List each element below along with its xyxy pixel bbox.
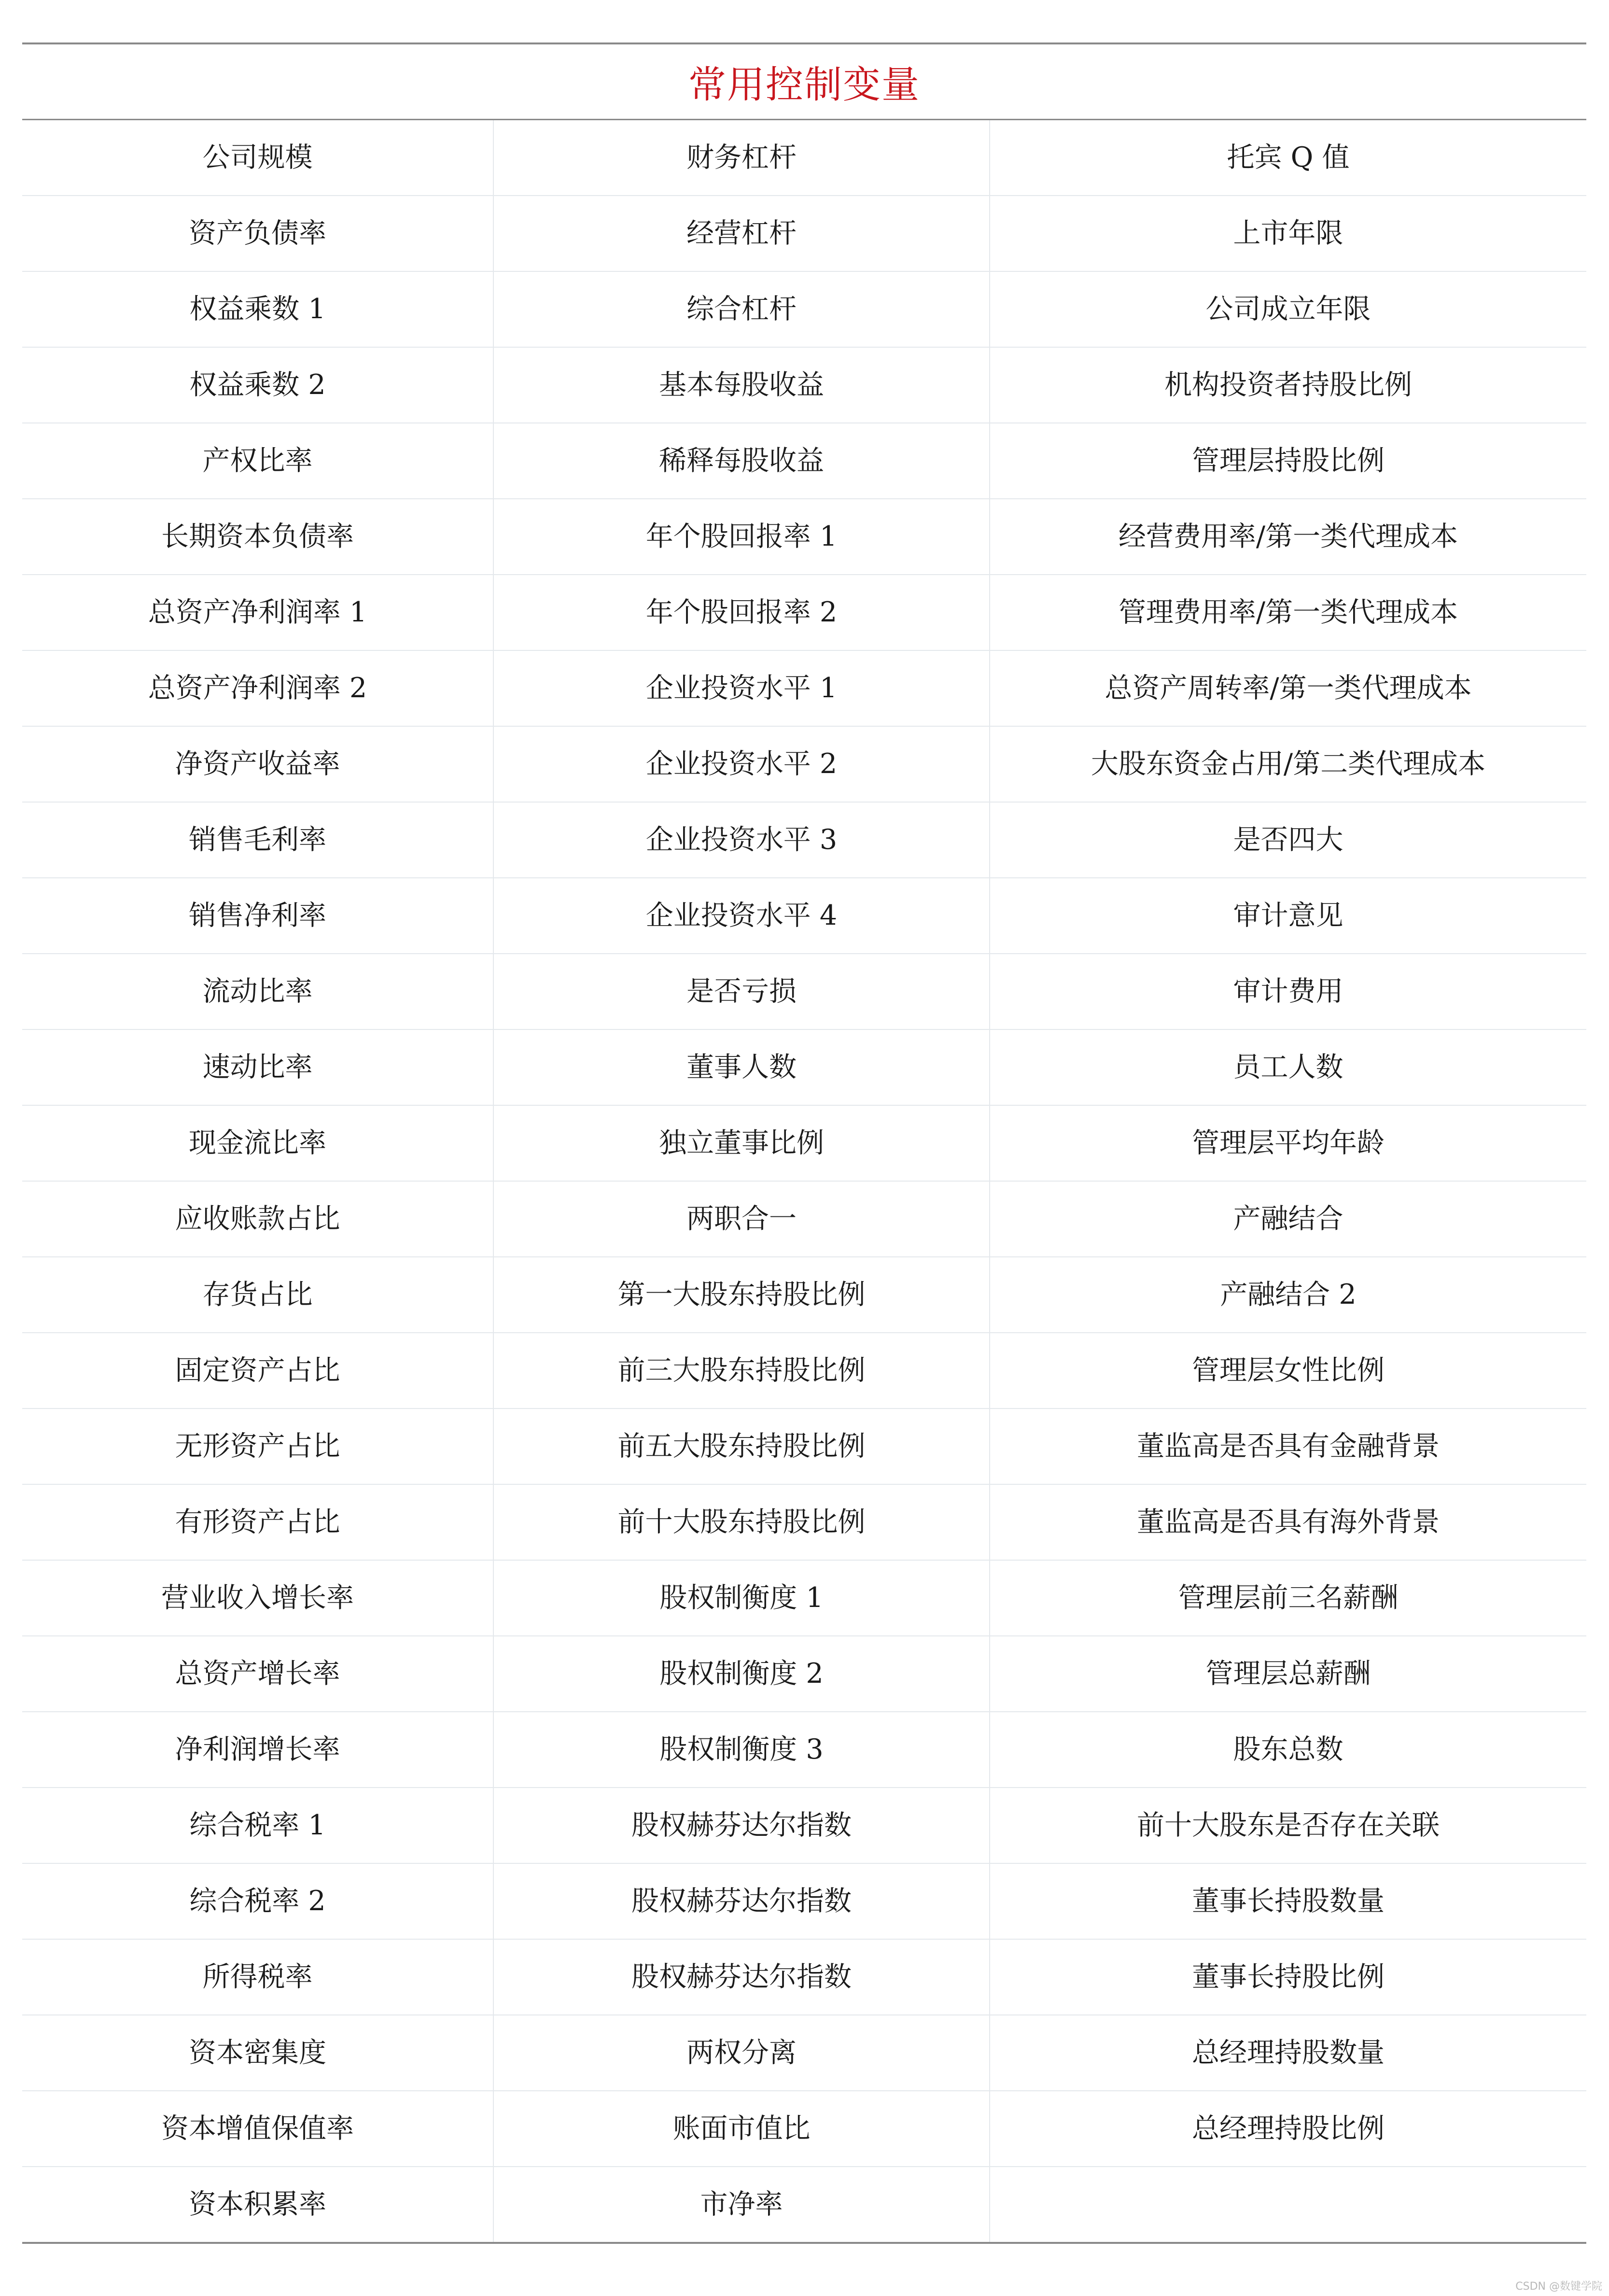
table-cell: 产融结合 2	[990, 1257, 1586, 1333]
table-cell: 企业投资水平 3	[493, 802, 990, 878]
table-cell: 管理层女性比例	[990, 1333, 1586, 1409]
table-cell: 无形资产占比	[22, 1409, 493, 1484]
table-cell: 股东总数	[990, 1712, 1586, 1788]
table-cell: 现金流比率	[22, 1105, 493, 1181]
table-cell: 总资产周转率/第一类代理成本	[990, 650, 1586, 726]
table-cell: 审计费用	[990, 954, 1586, 1029]
table-row	[22, 1712, 1586, 1788]
table-row	[22, 1105, 1586, 1181]
table-cell: 经营费用率/第一类代理成本	[990, 499, 1586, 575]
table-cell: 产权比率	[22, 423, 493, 499]
table-title: 常用控制变量	[22, 43, 1586, 120]
table-row	[22, 878, 1586, 954]
table-cell: 托宾 Q 值	[990, 120, 1586, 196]
table-cell: 总资产增长率	[22, 1636, 493, 1712]
table-cell: 股权制衡度 2	[493, 1636, 990, 1712]
table-cell: 员工人数	[990, 1029, 1586, 1105]
table-cell: 应收账款占比	[22, 1181, 493, 1257]
table-cell: 年个股回报率 2	[493, 575, 990, 650]
table-row	[22, 1484, 1586, 1560]
table-cell: 股权赫芬达尔指数	[493, 1863, 990, 1939]
table-cell: 管理层持股比例	[990, 423, 1586, 499]
table-cell: 固定资产占比	[22, 1333, 493, 1409]
table-cell: 两权分离	[493, 2015, 990, 2091]
table-cell: 机构投资者持股比例	[990, 347, 1586, 423]
table-cell: 企业投资水平 2	[493, 726, 990, 802]
table-cell: 账面市值比	[493, 2091, 990, 2167]
table-row	[22, 1788, 1586, 1863]
table-cell: 销售毛利率	[22, 802, 493, 878]
table-cell: 企业投资水平 1	[493, 650, 990, 726]
table-cell: 经营杠杆	[493, 196, 990, 271]
table-cell: 企业投资水平 4	[493, 878, 990, 954]
table-cell: 是否亏损	[493, 954, 990, 1029]
table-row	[22, 1636, 1586, 1712]
table-cell: 权益乘数 1	[22, 271, 493, 347]
table-cell: 资产负债率	[22, 196, 493, 271]
table-row	[22, 347, 1586, 423]
table-cell: 总经理持股数量	[990, 2015, 1586, 2091]
table-cell: 管理层平均年龄	[990, 1105, 1586, 1181]
table-body	[22, 120, 1586, 2243]
table-cell: 前十大股东持股比例	[493, 1484, 990, 1560]
table-cell: 流动比率	[22, 954, 493, 1029]
table-cell: 产融结合	[990, 1181, 1586, 1257]
table-cell	[990, 2167, 1586, 2243]
table-cell: 稀释每股收益	[493, 423, 990, 499]
csdn-watermark: CSDN @数键学院	[1515, 2281, 1602, 2293]
table-row	[22, 271, 1586, 347]
table-cell: 资本密集度	[22, 2015, 493, 2091]
table-row	[22, 650, 1586, 726]
table-cell: 股权制衡度 1	[493, 1560, 990, 1636]
table-row	[22, 802, 1586, 878]
table-cell: 销售净利率	[22, 878, 493, 954]
table-cell: 上市年限	[990, 196, 1586, 271]
table-cell: 总经理持股比例	[990, 2091, 1586, 2167]
table-cell: 董监高是否具有金融背景	[990, 1409, 1586, 1484]
table-row	[22, 423, 1586, 499]
table-cell: 综合税率 1	[22, 1788, 493, 1863]
table-cell: 财务杠杆	[493, 120, 990, 196]
table-cell: 基本每股收益	[493, 347, 990, 423]
table-cell: 净利润增长率	[22, 1712, 493, 1788]
table-row	[22, 2091, 1586, 2167]
table-row	[22, 2167, 1586, 2243]
table-cell: 综合杠杆	[493, 271, 990, 347]
table-cell: 第一大股东持股比例	[493, 1257, 990, 1333]
table-row	[22, 1863, 1586, 1939]
table-row	[22, 1560, 1586, 1636]
table-cell: 有形资产占比	[22, 1484, 493, 1560]
table-row	[22, 120, 1586, 196]
table-cell: 公司规模	[202, 141, 313, 173]
table-cell: 资本积累率	[22, 2167, 493, 2243]
table-cell: 审计意见	[990, 878, 1586, 954]
table-cell: 前五大股东持股比例	[493, 1409, 990, 1484]
table-cell: 长期资本负债率	[22, 499, 493, 575]
table-cell: 综合税率 2	[22, 1863, 493, 1939]
table-row	[22, 1333, 1586, 1409]
table-cell: 前十大股东是否存在关联	[990, 1788, 1586, 1863]
table-cell: 总资产净利润率 1	[22, 575, 493, 650]
table-row	[22, 1181, 1586, 1257]
table-cell: 所得税率	[22, 1939, 493, 2015]
table-row	[22, 1029, 1586, 1105]
table-cell: 管理费用率/第一类代理成本	[990, 575, 1586, 650]
table-cell: 公司成立年限	[990, 271, 1586, 347]
table-row	[22, 2015, 1586, 2091]
table-row	[22, 575, 1586, 650]
table-row	[22, 1939, 1586, 2015]
table-cell: 两职合一	[493, 1181, 990, 1257]
table-cell: 独立董事比例	[493, 1105, 990, 1181]
table-cell: 股权赫芬达尔指数	[493, 1788, 990, 1863]
table-row	[22, 499, 1586, 575]
table-cell: 董监高是否具有海外背景	[990, 1484, 1586, 1560]
table-cell: 股权制衡度 3	[493, 1712, 990, 1788]
table-cell: 净资产收益率	[22, 726, 493, 802]
table-cell: 董事长持股数量	[990, 1863, 1586, 1939]
table-title-row	[22, 43, 1586, 120]
table-cell: 前三大股东持股比例	[493, 1333, 990, 1409]
table-row	[22, 1409, 1586, 1484]
table-row	[22, 954, 1586, 1029]
table-cell: 股权赫芬达尔指数	[493, 1939, 990, 2015]
table-cell: 营业收入增长率	[22, 1560, 493, 1636]
table-row	[22, 726, 1586, 802]
table-row	[22, 196, 1586, 271]
table-cell: 董事人数	[493, 1029, 990, 1105]
table-cell: 总资产净利润率 2	[22, 650, 493, 726]
table-cell: 管理层总薪酬	[990, 1636, 1586, 1712]
control-variables-table	[22, 42, 1586, 2244]
table-cell: 资本增值保值率	[22, 2091, 493, 2167]
table-cell: 年个股回报率 1	[493, 499, 990, 575]
table-cell: 管理层前三名薪酬	[990, 1560, 1586, 1636]
table-cell: 市净率	[493, 2167, 990, 2243]
table-row	[22, 1257, 1586, 1333]
table-cell: 速动比率	[22, 1029, 493, 1105]
table-cell: 董事长持股比例	[990, 1939, 1586, 2015]
table-cell: 权益乘数 2	[22, 347, 493, 423]
table-cell: 是否四大	[990, 802, 1586, 878]
table-cell: 大股东资金占用/第二类代理成本	[990, 726, 1586, 802]
table-cell: 存货占比	[22, 1257, 493, 1333]
